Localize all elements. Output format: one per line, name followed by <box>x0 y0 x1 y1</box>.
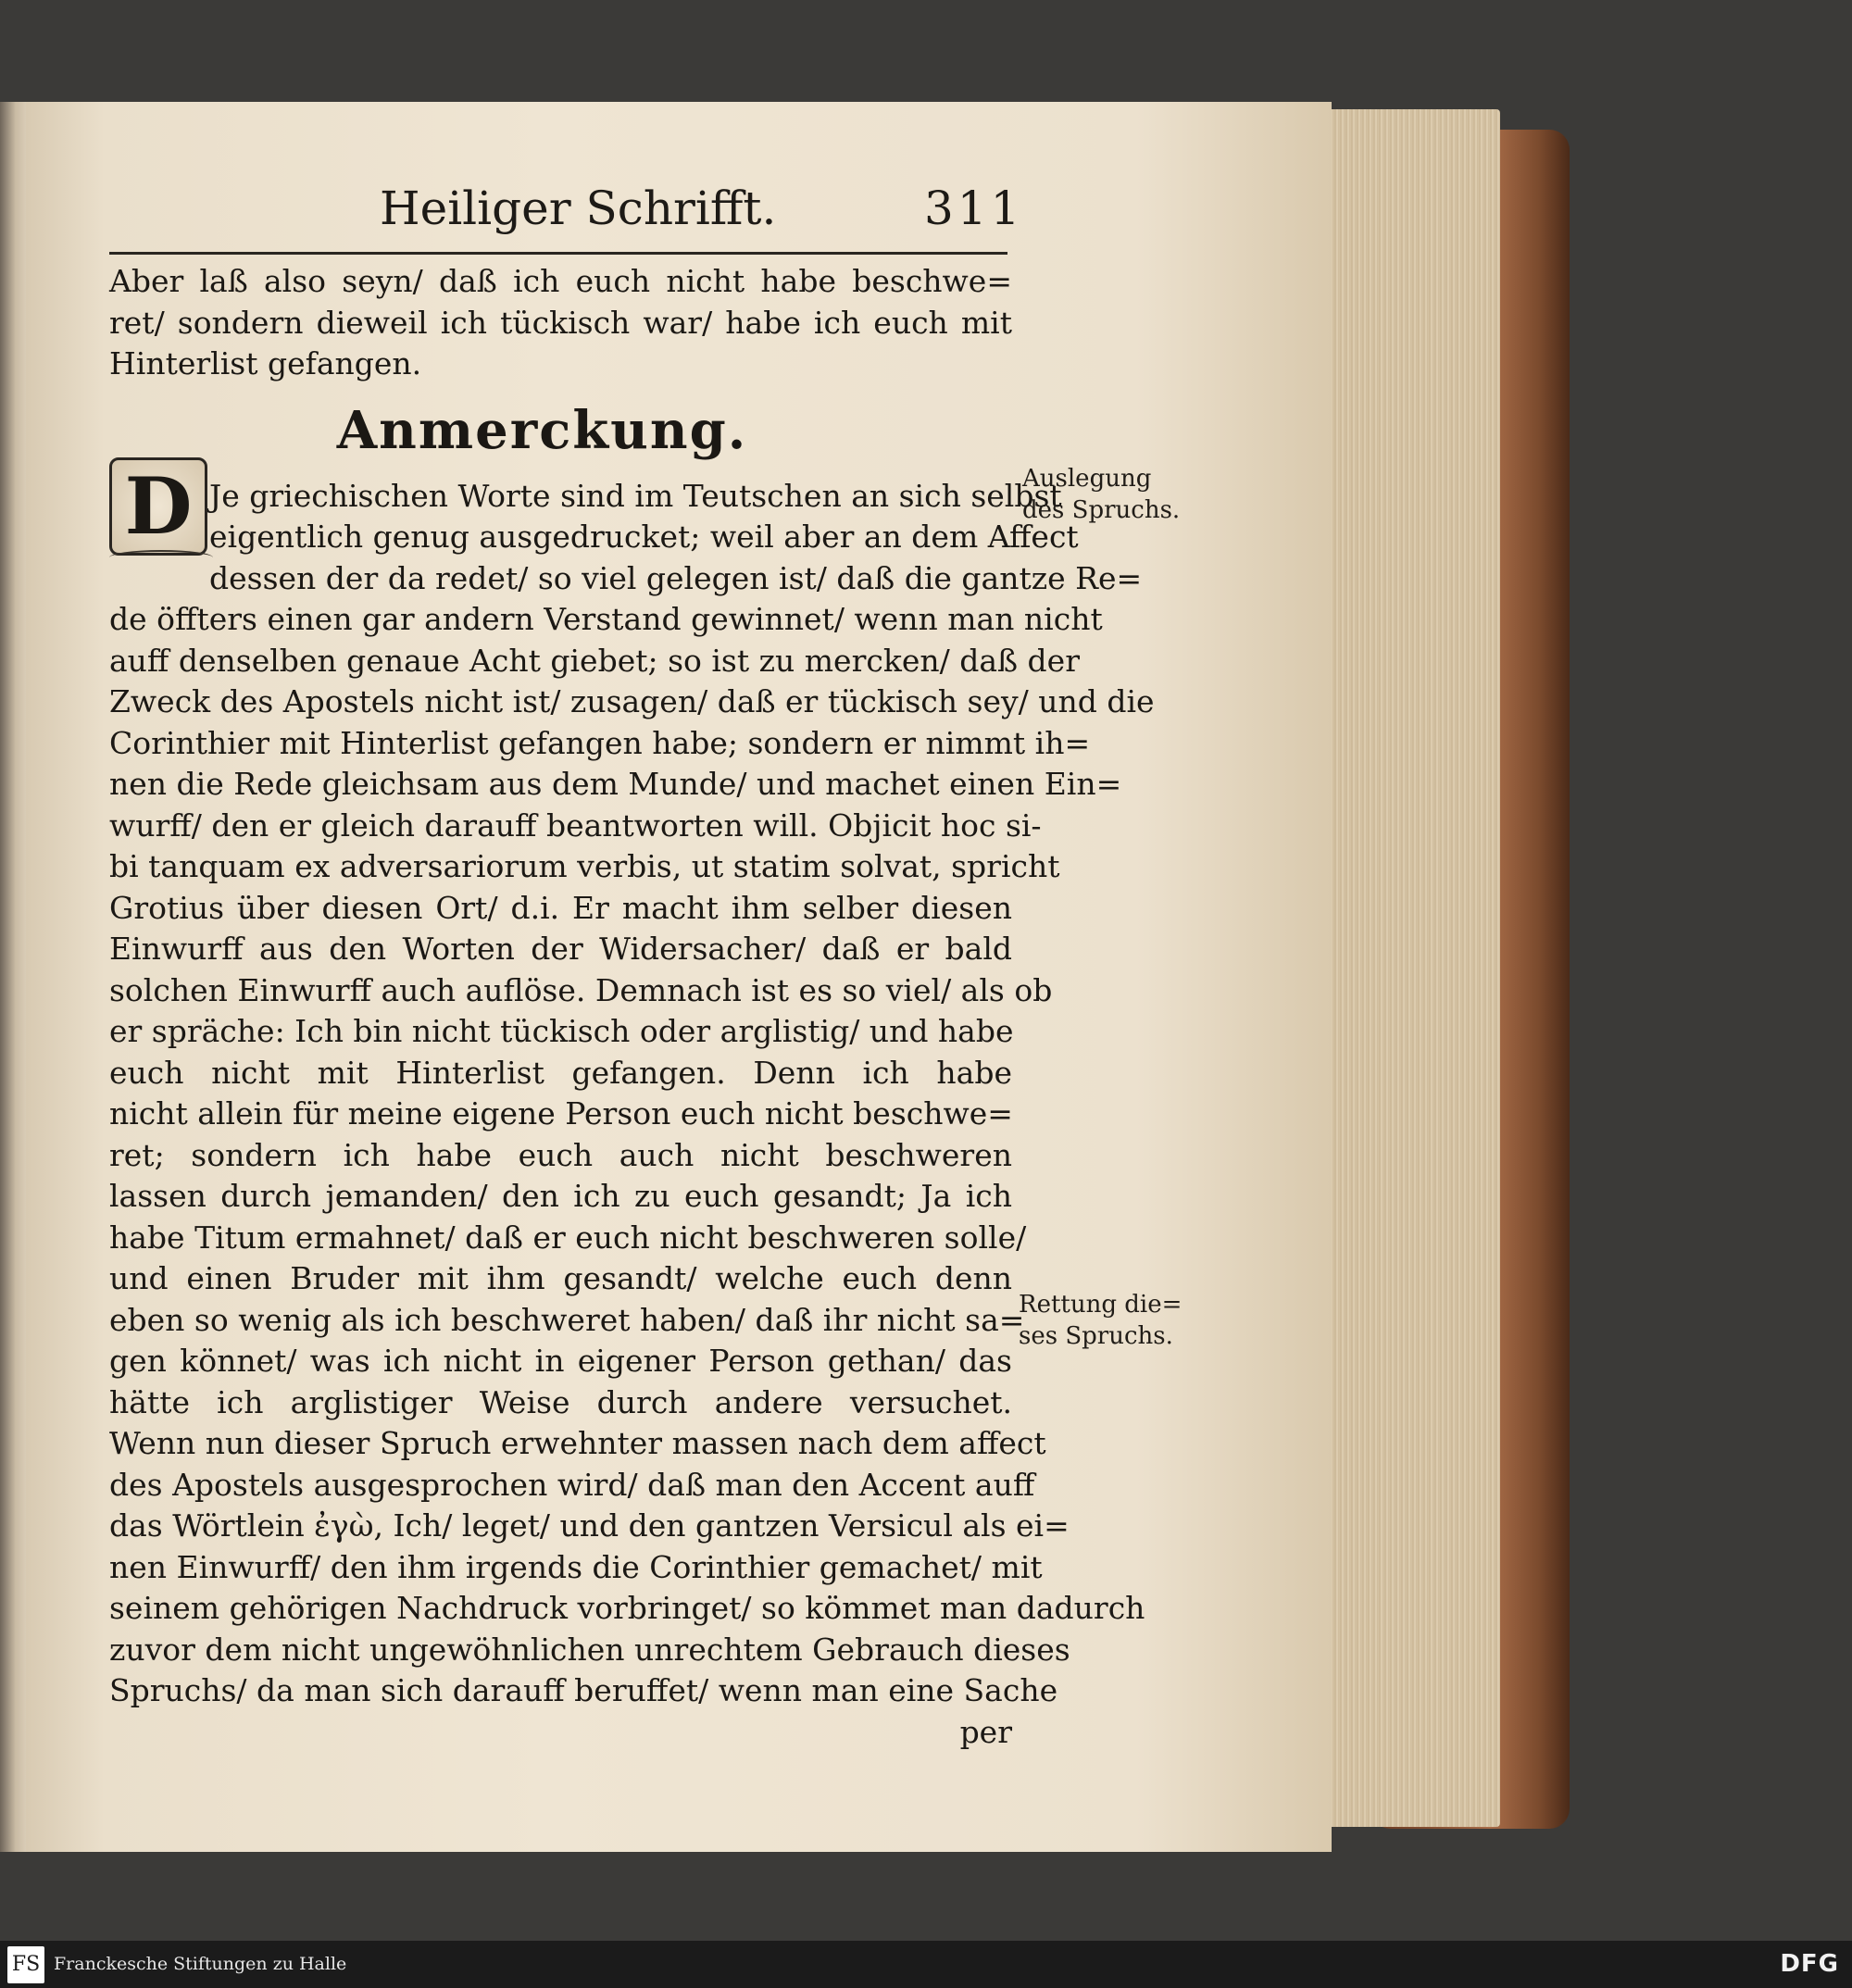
text-line: wurff/ den er gleich darauff beantworten will. Objicit hoc si- <box>109 806 1042 844</box>
catchword: per <box>959 1713 1012 1750</box>
text-line: eigentlich genug ausgedrucket; weil aber an dem Affect <box>209 519 1079 555</box>
margin-note-line: Rettung die= <box>1019 1291 1183 1319</box>
text-line: Corinthier mit Hinterlist gefangen habe; sondern er nimmt ih= <box>109 724 1091 761</box>
head-rule <box>109 252 1007 255</box>
text-line: lassen durch jemanden/ den ich zu euch gesandt; Ja ich <box>109 1178 1012 1214</box>
text-line: nen Einwurff/ den ihm irgends die Corinthier gemachet/ mit <box>109 1548 1043 1585</box>
dfg-logo[interactable]: DFG <box>1780 1950 1839 1978</box>
left-page-edge <box>0 102 26 1852</box>
text-line: Spruchs/ da man sich darauff beruffet/ wenn man eine Sache <box>109 1672 1058 1708</box>
text-line: das Wörtlein ἐγὼ, Ich/ leget/ und den gantzen Versicul als ei= <box>109 1507 1070 1544</box>
text-line: euch nicht mit Hinterlist gefangen. Denn ich habe <box>109 1054 1012 1091</box>
initial-flourish <box>109 550 213 565</box>
text-line: und einen Bruder mit ihm gesandt/ welche euch denn <box>109 1260 1012 1296</box>
text-line: eben so wenig als ich beschweret haben/ daß ihr nicht sa= <box>109 1301 1025 1338</box>
margin-note-auslegung <box>1022 463 1189 526</box>
text-line: Grotius über diesen Ort/ d.i. Er macht ihm selber diesen <box>109 889 1012 926</box>
text-line: dessen der da redet/ so viel gelegen ist/ daß die gantze Re= <box>209 559 1143 596</box>
text-line: de öffters einen gar andern Verstand gewinnet/ wenn man nicht <box>109 601 1103 637</box>
text-line: zuvor dem nicht ungewöhnlichen unrechtem Gebrauch dieses <box>109 1631 1070 1668</box>
text-line: habe Titum ermahnet/ daß er euch nicht beschweren solle/ <box>109 1219 1027 1256</box>
running-head-title: Heiliger Schrifft. <box>380 181 777 235</box>
running-head <box>370 181 1024 246</box>
text-line: ret; sondern ich habe euch auch nicht beschweren <box>109 1136 1012 1173</box>
text-line: Einwurff aus den Worten der Widersacher/ daß er bald <box>109 931 1012 967</box>
text-line: bi tanquam ex adversariorum verbis, ut statim solvat, spricht <box>109 848 1060 884</box>
viewer-footer <box>0 1941 1852 1988</box>
margin-note-line: Auslegung <box>1022 465 1152 493</box>
margin-note-line: ses Spruchs. <box>1019 1322 1173 1350</box>
institution-name[interactable]: Franckesche Stiftungen zu Halle <box>54 1954 347 1974</box>
text-line: des Apostels ausgesprochen wird/ daß man den Accent auff <box>109 1466 1035 1503</box>
text-line: auff denselben genaue Acht giebet; so ist zu mercken/ daß der <box>109 642 1080 679</box>
page-number: 311 <box>924 181 1024 235</box>
text-line: gen könnet/ was ich nicht in eigener Person gethan/ das <box>109 1343 1012 1379</box>
text-line: Je griechischen Worte sind im Teutschen an sich selbst <box>209 477 1062 514</box>
text-line: seinem gehörigen Nachdruck vorbringet/ so kömmet man dadurch <box>109 1590 1145 1626</box>
section-heading: Anmerckung. <box>336 399 748 461</box>
decorated-initial: D <box>109 457 207 556</box>
text-line: ret/ sondern dieweil ich tückisch war/ habe ich euch mit <box>109 304 1012 341</box>
text-line: Hinterlist gefangen. <box>109 345 422 381</box>
text-line: hätte ich arglistiger Weise durch andere versuchet. <box>109 1383 1012 1420</box>
text-line: nen die Rede gleichsam aus dem Munde/ und machet einen Ein= <box>109 766 1122 802</box>
margin-note-rettung <box>1019 1289 1185 1352</box>
margin-note-line: des Spruchs. <box>1022 496 1181 524</box>
text-line: nicht allein für meine eigene Person euch nicht beschwe= <box>109 1095 1013 1132</box>
institution-logo[interactable]: FS <box>7 1946 44 1983</box>
text-line: solchen Einwurff auch auflöse. Demnach ist es so viel/ als ob <box>109 971 1053 1008</box>
text-line: er spräche: Ich bin nicht tückisch oder arglistig/ und habe <box>109 1013 1014 1049</box>
page-block-edge <box>1306 109 1500 1827</box>
text-line: Aber laß also seyn/ daß ich euch nicht habe beschwe= <box>109 263 1012 299</box>
text-line: Wenn nun dieser Spruch erwehnter massen nach dem affect <box>109 1425 1046 1461</box>
text-line: Zweck des Apostels nicht ist/ zusagen/ daß er tückisch sey/ und die <box>109 683 1155 719</box>
